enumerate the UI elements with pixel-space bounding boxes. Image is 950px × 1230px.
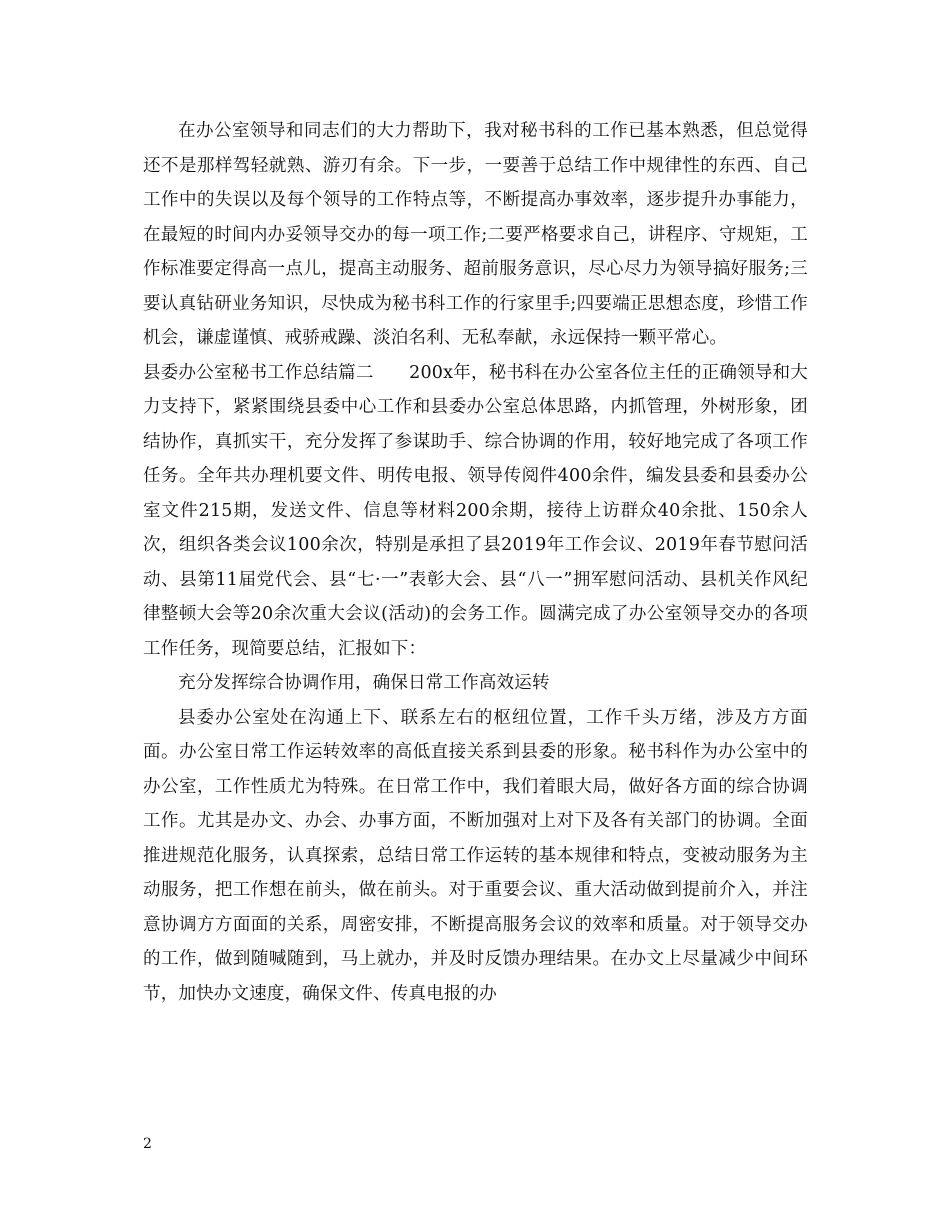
section-heading: 充分发挥综合协调作用，确保日常工作高效运转 [178,673,550,693]
document-body [143,114,808,1011]
paragraph-coordination: 县委办公室处在沟通上下、联系左右的枢纽位置，工作千头万绪，涉及方方面面。办公室日常工作运转效率的高低直接关系到县委的形象。秘书科作为办公室中的办公室，工作性质尤为特殊。在日常工作中，我们着眼大局，做好各方面的综合协调工作。尤其是办文、办会、办事方面，不断加强对上对下及各有关部门的协调。全面推进规范化服务，认真探索，总结日常工作运转的基本规律和特点，变被动服务为主动服务，把工作想在前头，做在前头。对于重要会议、重大活动做到提前介入，并注意协调方方面面的关系，周密安排，不断提高服务会议的效率和质量。对于领导交办的工作，做到随喊随到，马上就办，并及时反馈办理结果。在办文上尽量减少中间环节，加快办文速度，确保文件、传真电报的办 [143,707,808,1004]
page-number: 2 [143,1136,152,1152]
paragraph-summary-two-intro: 县委办公室秘书工作总结篇二 200x年，秘书科在办公室各位主任的正确领导和大力支持下，紧紧围绕县委中心工作和县委办公室总体思路，内抓管理，外树形象，团结协作，真抓实干，充分发挥了参谋助手、综合协调的作用，较好地完成了各项工作任务。全年共办理机要文件、明传电报、领导传阅件400余件，编发县委和县委办公室文件215期，发送文件、信息等材料200余期，接待上访群众40余批、150余人次，组织各类会议100余次，特别是承担了县2019年工作会议、2019年春节慰问活动、县第11届党代会、县“七·一”表彰大会、县“八一”拥军慰问活动、县机关作风纪律整顿大会等20余次重大会议(活动)的会务工作。圆满完成了办公室领导交办的各项工作任务，现简要总结，汇报如下： [143,362,808,659]
paragraph-work-plan: 在办公室领导和同志们的大力帮助下，我对秘书科的工作已基本熟悉，但总觉得还不是那样驾轻就熟、游刃有余。下一步，一要善于总结工作中规律性的东西、自己工作中的失误以及每个领导的工作特点等，不断提高办事效率，逐步提升办事能力，在最短的时间内办妥领导交办的每一项工作;二要严格要求自己，讲程序、守规矩，工作标准要定得高一点儿，提高主动服务、超前服务意识，尽心尽力为领导搞好服务;三要认真钻研业务知识，尽快成为秘书科工作的行家里手;四要端正思想态度，珍惜工作机会，谦虚谨慎、戒骄戒躁、淡泊名利、无私奉献，永远保持一颗平常心。 [143,121,808,348]
